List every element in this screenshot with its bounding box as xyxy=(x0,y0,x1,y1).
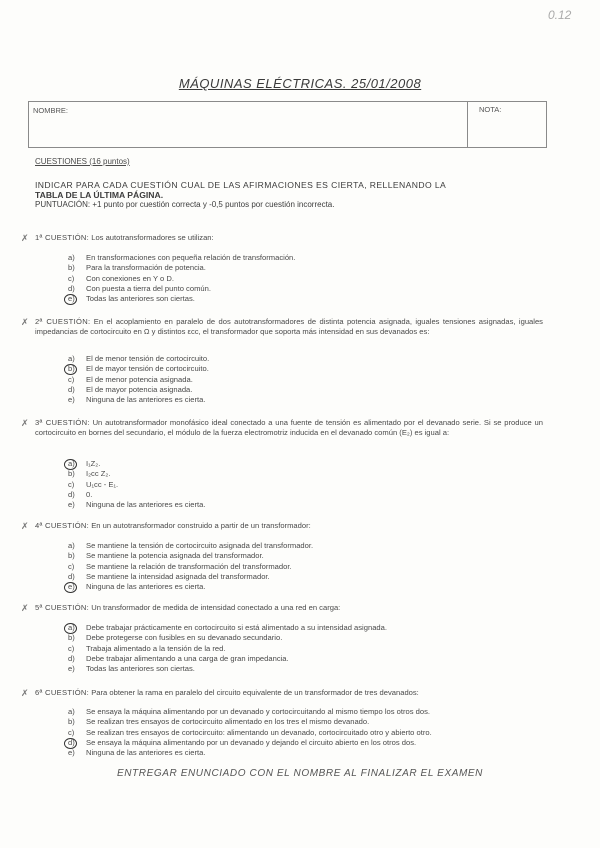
option-b xyxy=(68,551,538,561)
option-text: Debe trabajar alimentando a una carga de gran impedancia. xyxy=(86,653,289,663)
instructions-line-1: INDICAR PARA CADA CUESTIÓN CUAL DE LAS AFIRMACIONES ES CIERTA, RELLENANDO LA xyxy=(35,180,447,190)
option-letter: e) xyxy=(68,664,75,674)
option-letter: b) xyxy=(68,551,75,561)
option-text: Se ensaya la máquina alimentando por un devanado y cortocircuitando al mismo tiempo los otros dos. xyxy=(86,707,431,716)
option-d xyxy=(68,738,538,748)
option-d xyxy=(68,572,538,582)
option-letter: b) xyxy=(68,364,86,374)
option-e xyxy=(68,395,538,405)
question-label: 6ª CUESTIÓN: xyxy=(35,688,90,697)
handwritten-corner-mark: 0.12 xyxy=(548,8,572,22)
option-text: Trabaja alimentado a la tensión de la red. xyxy=(86,643,226,653)
option-letter: b) xyxy=(68,263,75,273)
option-letter: b) xyxy=(68,717,75,727)
options-list xyxy=(68,253,538,304)
option-text: Todas las anteriores son ciertas. xyxy=(86,294,195,304)
option-letter: e) xyxy=(68,294,86,304)
options-list xyxy=(68,541,538,592)
option-c xyxy=(68,480,538,490)
option-text: Se mantiene la potencia asignada del transformador. xyxy=(86,551,264,561)
option-letter: e) xyxy=(68,582,86,592)
option-e xyxy=(68,748,538,758)
cross-mark-icon: ✗ xyxy=(21,603,29,613)
option-e xyxy=(68,664,538,674)
question-label: 2ª CUESTIÓN: xyxy=(35,317,91,326)
option-e xyxy=(68,582,538,592)
option-text: El de mayor tensión de cortocircuito. xyxy=(86,364,209,374)
option-text: Ninguna de las anteriores es cierta. xyxy=(86,582,206,592)
option-b xyxy=(68,633,538,643)
option-letter: d) xyxy=(68,738,86,748)
option-text: U₁cc - E₁. xyxy=(86,479,119,489)
option-c xyxy=(68,375,538,385)
option-text: Ninguna de las anteriores es cierta. xyxy=(86,748,206,758)
option-letter: e) xyxy=(68,748,75,758)
option-text: 0. xyxy=(86,489,93,499)
option-text: El de menor tensión de cortocircuito. xyxy=(86,354,210,363)
option-text: En transformaciones con pequeña relación de transformación. xyxy=(86,253,296,262)
option-text: I₂cc Z₂. xyxy=(86,469,111,479)
option-text: Se mantiene la relación de transformación del transformador. xyxy=(86,561,292,571)
instructions-line-2: TABLA DE LA ÚLTIMA PÁGINA. xyxy=(35,190,164,200)
options-list xyxy=(68,354,538,405)
option-letter: a) xyxy=(68,253,75,262)
exam-title: MÁQUINAS ELÉCTRICAS. 25/01/2008 xyxy=(178,76,422,91)
option-text: Se ensaya la máquina alimentando por un devanado y dejando el circuito abierto en los otros dos. xyxy=(86,737,417,747)
question-text: Un autotransformador monofásico ideal conectado a una fuente de tensión es alimentado por el devanado serie. Si se produce un cortocircuito en bornes del secundario, el módulo de la fuerza electromotriz inducida en el devanado común (E₂) es igual a: xyxy=(35,418,543,438)
option-text: Debe protegerse con fusibles en su devanado secundario. xyxy=(86,633,283,643)
option-letter: d) xyxy=(68,489,75,499)
option-b xyxy=(68,263,538,273)
option-letter: b) xyxy=(68,469,75,479)
option-e xyxy=(68,500,538,510)
option-b xyxy=(68,469,538,479)
question-text: En un autotransformador construido a partir de un transformador: xyxy=(91,521,311,530)
option-a xyxy=(68,354,538,364)
option-d xyxy=(68,654,538,664)
option-letter: d) xyxy=(68,571,75,581)
question-text: En el acoplamiento en paralelo de dos autotransformadores de distinta potencia asignada, iguales tensiones asignadas, iguales impedancias de cortocircuito en Ω y distintos εcc, el transformador que soporta más intensidad en sus devanados es: xyxy=(35,317,543,337)
option-letter: c) xyxy=(68,479,75,489)
option-text: Con conexiones en Y o D. xyxy=(86,273,174,283)
option-c xyxy=(68,644,538,654)
option-letter: c) xyxy=(68,561,75,571)
options-list xyxy=(68,459,538,510)
question-label: 5ª CUESTIÓN: xyxy=(35,603,90,612)
option-text: Para la transformación de potencia. xyxy=(86,263,206,273)
option-c xyxy=(68,728,538,738)
option-a xyxy=(68,459,538,469)
cross-mark-icon: ✗ xyxy=(21,521,29,531)
option-text: El de menor potencia asignada. xyxy=(86,374,193,384)
option-letter: a) xyxy=(68,459,86,469)
option-text: Todas las anteriores son ciertas. xyxy=(86,664,195,674)
option-text: Se mantiene la intensidad asignada del transformador. xyxy=(86,571,270,581)
scoring-rules: PUNTUACIÓN: +1 punto por cuestión correcta y -0,5 puntos por cuestión incorrecta. xyxy=(35,200,335,209)
name-field-label: NOMBRE: xyxy=(33,106,69,115)
question-3 xyxy=(21,418,543,439)
option-text: I₁Z₂. xyxy=(86,459,101,468)
option-letter: a) xyxy=(68,354,75,363)
option-a xyxy=(68,707,538,717)
question-2 xyxy=(21,317,543,338)
option-letter: d) xyxy=(68,653,75,663)
options-list xyxy=(68,707,538,758)
option-letter: d) xyxy=(68,283,75,293)
option-d xyxy=(68,385,538,395)
option-letter: e) xyxy=(68,395,75,405)
question-text: Para obtener la rama en paralelo del circuito equivalente de un transformador de tres devanados: xyxy=(91,688,419,697)
footer-instruction: ENTREGAR ENUNCIADO CON EL NOMBRE AL FINALIZAR EL EXAMEN xyxy=(116,768,484,779)
question-6 xyxy=(21,688,543,698)
option-letter: c) xyxy=(68,374,75,384)
question-text: Un transformador de medida de intensidad conectado a una red en carga: xyxy=(91,603,341,612)
option-b xyxy=(68,364,538,374)
option-letter: a) xyxy=(68,623,86,633)
question-label: 3ª CUESTIÓN: xyxy=(35,418,90,427)
grade-field-label: NOTA: xyxy=(479,105,502,114)
option-c xyxy=(68,562,538,572)
question-1 xyxy=(21,233,543,243)
question-label: 4ª CUESTIÓN: xyxy=(35,521,90,530)
option-letter: c) xyxy=(68,643,75,653)
student-info-box xyxy=(28,101,547,148)
option-letter: a) xyxy=(68,541,75,550)
option-text: Con puesta a tierra del punto común. xyxy=(86,283,211,293)
option-text: Debe trabajar prácticamente en cortocircuito si está alimentado a su intensidad asignada. xyxy=(86,623,387,632)
option-text: El de mayor potencia asignada. xyxy=(86,384,193,394)
option-letter: c) xyxy=(68,727,75,737)
cross-mark-icon: ✗ xyxy=(21,317,29,327)
question-text: Los autotransformadores se utilizan: xyxy=(91,233,214,242)
option-a xyxy=(68,253,538,263)
option-letter: b) xyxy=(68,633,75,643)
option-e xyxy=(68,294,538,304)
option-d xyxy=(68,284,538,294)
instructions xyxy=(35,180,545,210)
option-letter: d) xyxy=(68,384,75,394)
option-a xyxy=(68,541,538,551)
option-letter: c) xyxy=(68,273,75,283)
box-divider xyxy=(467,102,468,147)
option-d xyxy=(68,490,538,500)
cross-mark-icon: ✗ xyxy=(21,233,29,243)
cross-mark-icon: ✗ xyxy=(21,688,29,698)
option-a xyxy=(68,623,538,633)
option-letter: a) xyxy=(68,707,75,716)
option-text: Se mantiene la tensión de cortocircuito asignada del transformador. xyxy=(86,541,314,550)
question-5 xyxy=(21,603,543,613)
option-letter: e) xyxy=(68,500,75,510)
option-text: Se realizan tres ensayos de cortocircuito: alimentando un devanado, cortocircuitado otro y abierto otro. xyxy=(86,727,432,737)
option-c xyxy=(68,274,538,284)
option-text: Se realizan tres ensayos de cortocircuito alimentado en los tres el mismo devanado. xyxy=(86,717,370,727)
section-heading: CUESTIONES (16 puntos) xyxy=(35,157,130,166)
cross-mark-icon: ✗ xyxy=(21,418,29,428)
option-b xyxy=(68,717,538,727)
options-list xyxy=(68,623,538,674)
option-text: Ninguna de las anteriores es cierta. xyxy=(86,395,206,405)
question-4 xyxy=(21,521,543,531)
question-label: 1ª CUESTIÓN: xyxy=(35,233,90,242)
option-text: Ninguna de las anteriores es cierta. xyxy=(86,500,206,510)
